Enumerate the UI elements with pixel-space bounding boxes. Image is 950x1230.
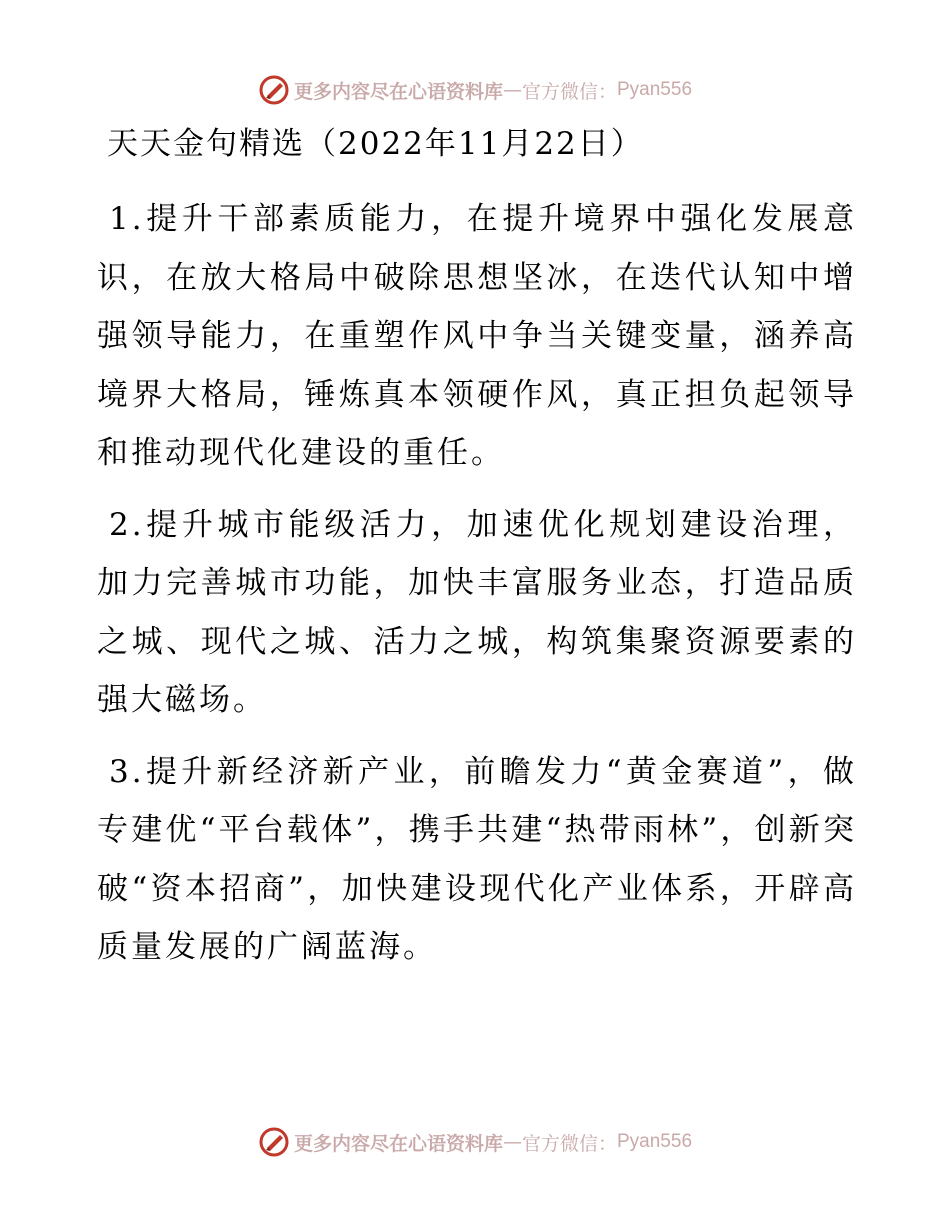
watermark-wechat-label: 官方微信：	[521, 1132, 617, 1155]
paragraph-1: 1.提升干部素质能力，在提升境界中强化发展意识，在放大格局中破除思想坚冰，在迭代认知中增强领导能力，在重塑作风中争当关键变量，涵养高境界大格局，锤炼真本领硬作风，真正担负起领导和推动现代化建设的重任。	[97, 201, 857, 471]
paragraph-2: 2.提升城市能级活力，加速优化规划建设治理，加力完善城市功能，加快丰富服务业态，打造品质之城、现代之城、活力之城，构筑集聚资源要素的强大磁场。	[97, 506, 857, 718]
watermark-wechat-label: 官方微信：	[521, 80, 617, 103]
watermark-dash: —	[502, 1131, 522, 1153]
watermark-text: 更多内容尽在心语资料库	[293, 1132, 503, 1155]
document-body	[97, 122, 857, 990]
brand-logo-icon	[258, 1126, 290, 1158]
watermark-wechat-id: Pyan556	[617, 79, 693, 100]
paragraph-3: 3.提升新经济新产业，前瞻发力“黄金赛道”，做专建优“平台载体”，携手共建“热带雨林”，创新突破“资本招商”，加快建设现代化产业体系，开辟高质量发展的广阔蓝海。	[97, 753, 857, 965]
document-title: 天天金句精选（2022年11月22日）	[107, 126, 644, 162]
watermark-wechat-id: Pyan556	[617, 1131, 693, 1152]
header-watermark	[0, 72, 950, 108]
brand-logo-icon	[258, 74, 290, 106]
watermark-text: 更多内容尽在心语资料库	[293, 80, 503, 103]
footer-watermark	[0, 1124, 950, 1160]
watermark-dash: —	[502, 79, 522, 101]
